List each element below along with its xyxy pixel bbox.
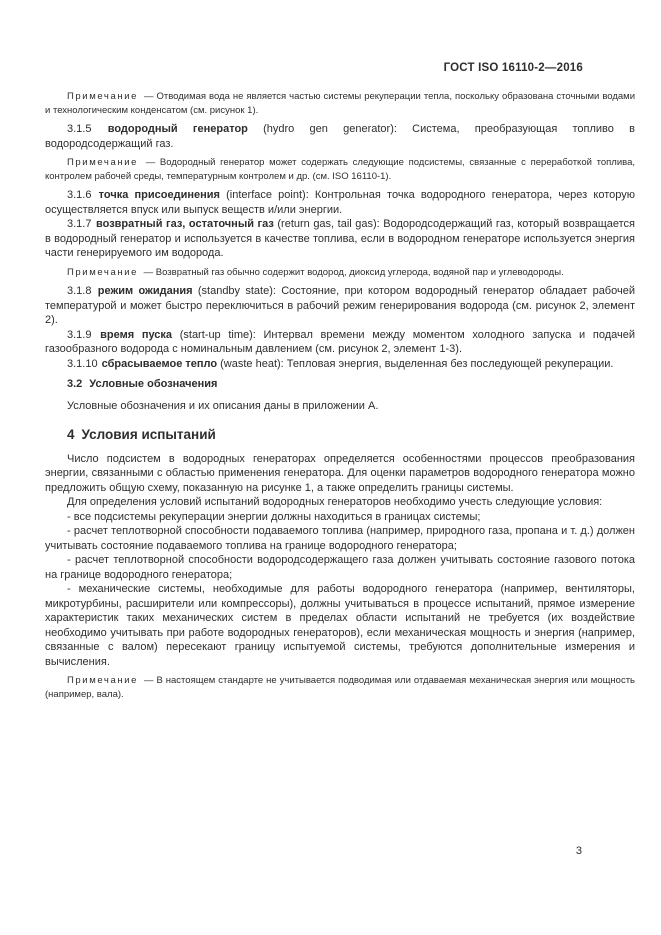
- condition-item: - механические системы, необходимые для работы водородного генератора (например, вентиляторы, микротурбины, расширители или компрессоры), должны учитываться в процессе испытаний, прямое измерение характеристик таких механических систем в пределах области испытаний не требуется (их воздействие необходимо учитывать при работе водородных генераторов), если механическая мощность и энергия (например, связанные с валом) пересекают границу испытуемой системы, требуются дополнительные измерения и вычисления.: [45, 583, 635, 668]
- definition-3-1-9: [45, 328, 635, 357]
- term-definition: (return gas, tail gas): Водородсодержащий газ, который возвращается в водородный генератор и используется в качестве топлива, если в водородном генераторе используется энергия части генерируемого им водорода.: [45, 218, 636, 259]
- term-number: 3.1.5: [67, 123, 92, 135]
- paragraph-subsystem-count: Число подсистем в водородных генераторах определяется особенностями процессов преобразования энергии, связанными с областью применения генератора. Для оценки параметров водородного генератора можно предложить общую схему, показанную на рисунке 1, а также определить границы системы.: [45, 452, 635, 494]
- heading-number: 3.2: [67, 378, 83, 390]
- note-label: Примечание: [67, 266, 138, 278]
- note-return-gas: [45, 266, 635, 280]
- paragraph-symbols: Условные обозначения и их описания даны в приложении А.: [67, 400, 379, 412]
- term-name: возвратный газ, остаточный газ: [96, 218, 274, 230]
- term-definition: (standby state): Состояние, при котором водородный генератор обладает рабочей температурой и может быстро переключиться в рабочий режим генерирования водорода (см. рисунок 2, элемент 2).: [45, 285, 635, 326]
- page-content: [45, 62, 635, 706]
- page-number: 3: [575, 845, 582, 857]
- definition-3-1-6: [45, 188, 635, 217]
- note-generator-subsystems: [45, 156, 635, 183]
- note-waste-water: [45, 90, 635, 117]
- definition-3-1-7: [45, 217, 635, 261]
- note-label: Примечание: [67, 675, 138, 686]
- heading-3-2-symbols: [45, 378, 635, 390]
- heading-title: Условные обозначения: [89, 378, 218, 390]
- heading-4-test-conditions: [45, 427, 635, 442]
- term-number: 3.1.10: [67, 357, 98, 370]
- note-text: — Водородный генератор может содержать следующие подсистемы, связанные с переработкой топлива, контролем рабочей среды, температурным контролем и др. (см. ISO 16110-1).: [45, 157, 636, 182]
- note-text: — В настоящем стандарте не учитывается подводимая или отдаваемая механическая энергия или мощность (например, вала).: [45, 675, 636, 700]
- term-name: режим ожидания: [97, 285, 193, 297]
- note-text: — Отводимая вода не является частью системы рекуперации тепла, поскольку образована сточными водами и технологическим конденсатом (см. рисунок 1).: [45, 91, 636, 116]
- definition-3-1-5: [45, 122, 635, 151]
- term-name: сбрасываемое тепло: [101, 357, 218, 370]
- term-number: 3.1.8: [67, 285, 92, 297]
- term-definition: (start-up time): Интервал времени между моментом холодного запуска и подачей газообразного водорода с номинальным давлением (см. рисунок 2, элемент 1-3).: [45, 328, 635, 355]
- heading-title: Условия испытаний: [81, 426, 216, 442]
- running-header: ГОСТ ISO 16110-2—2016: [443, 62, 583, 74]
- heading-number: 4: [67, 426, 75, 442]
- condition-item: - расчет теплотворной способности подаваемого топлива (например, природного газа, пропана и т. д.) должен учитывать состояние подаваемого топлива на границе водородного генератора;: [45, 525, 635, 552]
- paragraph-conditions-intro: Для определения условий испытаний водородных генераторов необходимо учесть следующие условия:: [67, 496, 603, 508]
- note-label: Примечание: [67, 157, 138, 168]
- term-number: 3.1.6: [67, 189, 92, 201]
- term-name: водородный генератор: [107, 123, 248, 135]
- note-text: — Возвратный газ обычно содержит водород, диоксид углерода, водяной пар и углеводороды.: [143, 266, 564, 278]
- condition-item: - все подсистемы рекуперации энергии должны находиться в границах системы;: [67, 510, 481, 523]
- term-number: 3.1.7: [67, 218, 92, 230]
- term-definition: (hydro gen generator): Система, преобразующая топливо в водородсодержащий газ.: [45, 123, 635, 150]
- term-name: время пуска: [100, 328, 173, 341]
- note-mechanical-energy: [45, 674, 635, 701]
- term-number: 3.1.9: [67, 328, 92, 341]
- condition-item: - расчет теплотворной способности водородсодержащего газа должен учитывать состояние газового потока на границе водородного генератора;: [45, 554, 635, 581]
- definition-3-1-10: [45, 357, 635, 372]
- definition-3-1-8: [45, 284, 635, 328]
- note-label: Примечание: [67, 91, 138, 102]
- term-definition: (waste heat): Тепловая энергия, выделенная без последующей рекуперации.: [220, 357, 614, 370]
- term-definition: (interface point): Контрольная точка водородного генератора, через которую осуществляется впуск или выпуск веществ и/или энергии.: [45, 189, 635, 216]
- term-name: точка присоединения: [98, 189, 220, 201]
